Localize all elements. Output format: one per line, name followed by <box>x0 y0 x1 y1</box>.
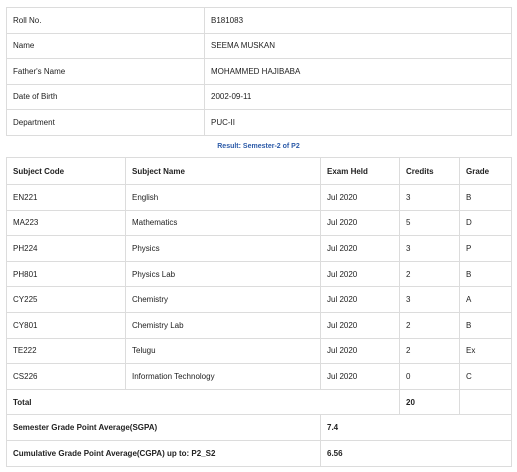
results-table <box>6 157 512 467</box>
credits: 2 <box>400 312 460 338</box>
column-header-subject-code: Subject Code <box>7 158 126 185</box>
subject-name: Chemistry <box>126 287 321 313</box>
info-label: Name <box>7 33 205 59</box>
credits: 2 <box>400 261 460 287</box>
info-row-fathers-name <box>7 59 512 85</box>
info-label: Department <box>7 110 205 136</box>
result-caption: Result: Semester-2 of P2 <box>217 143 300 150</box>
table-row <box>7 261 512 287</box>
subject-name: Mathematics <box>126 210 321 236</box>
exam-held: Jul 2020 <box>321 185 400 211</box>
exam-held: Jul 2020 <box>321 236 400 262</box>
credits: 2 <box>400 338 460 364</box>
column-header-exam-held: Exam Held <box>321 158 400 185</box>
exam-held: Jul 2020 <box>321 364 400 390</box>
subject-code: MA223 <box>7 210 126 236</box>
credits: 3 <box>400 287 460 313</box>
subject-code: EN221 <box>7 185 126 211</box>
exam-held: Jul 2020 <box>321 210 400 236</box>
column-header-subject-name: Subject Name <box>126 158 321 185</box>
grade: B <box>460 261 512 287</box>
table-header-row <box>7 158 512 185</box>
info-label: Date of Birth <box>7 84 205 110</box>
subject-code: CS226 <box>7 364 126 390</box>
grade: Ex <box>460 338 512 364</box>
column-header-credits: Credits <box>400 158 460 185</box>
subject-name: Physics <box>126 236 321 262</box>
info-row-department <box>7 110 512 136</box>
info-value: PUC-II <box>205 110 512 136</box>
info-value: MOHAMMED HAJIBABA <box>205 59 512 85</box>
info-label: Father's Name <box>7 59 205 85</box>
info-value: SEEMA MUSKAN <box>205 33 512 59</box>
subject-code: PH224 <box>7 236 126 262</box>
info-row-roll-no <box>7 8 512 34</box>
subject-name: English <box>126 185 321 211</box>
grade: D <box>460 210 512 236</box>
total-label: Total <box>7 389 400 415</box>
subject-name: Chemistry Lab <box>126 312 321 338</box>
info-value: 2002-09-11 <box>205 84 512 110</box>
table-row <box>7 210 512 236</box>
grade: A <box>460 287 512 313</box>
sgpa-label: Semester Grade Point Average(SGPA) <box>7 415 321 441</box>
subject-name: Telugu <box>126 338 321 364</box>
exam-held: Jul 2020 <box>321 261 400 287</box>
subject-name: Physics Lab <box>126 261 321 287</box>
info-value: B181083 <box>205 8 512 34</box>
table-row <box>7 364 512 390</box>
grade: B <box>460 185 512 211</box>
total-row <box>7 389 512 415</box>
subject-code: CY801 <box>7 312 126 338</box>
grade: P <box>460 236 512 262</box>
cgpa-row <box>7 440 512 466</box>
total-grade-empty <box>460 389 512 415</box>
total-credits: 20 <box>400 389 460 415</box>
subject-code: CY225 <box>7 287 126 313</box>
grade: C <box>460 364 512 390</box>
table-row <box>7 338 512 364</box>
credits: 3 <box>400 236 460 262</box>
info-label: Roll No. <box>7 8 205 34</box>
column-header-grade: Grade <box>460 158 512 185</box>
table-row <box>7 236 512 262</box>
table-row <box>7 185 512 211</box>
student-info-table <box>6 7 512 136</box>
info-row-name <box>7 33 512 59</box>
table-row <box>7 287 512 313</box>
table-row <box>7 312 512 338</box>
credits: 3 <box>400 185 460 211</box>
grade: B <box>460 312 512 338</box>
cgpa-label: Cumulative Grade Point Average(CGPA) up to: P2_S2 <box>7 440 321 466</box>
subject-name: Information Technology <box>126 364 321 390</box>
exam-held: Jul 2020 <box>321 312 400 338</box>
credits: 0 <box>400 364 460 390</box>
info-row-date-of-birth <box>7 84 512 110</box>
subject-code: TE222 <box>7 338 126 364</box>
exam-held: Jul 2020 <box>321 287 400 313</box>
sgpa-row <box>7 415 512 441</box>
cgpa-value: 6.56 <box>321 440 512 466</box>
subject-code: PH801 <box>7 261 126 287</box>
sgpa-value: 7.4 <box>321 415 512 441</box>
exam-held: Jul 2020 <box>321 338 400 364</box>
credits: 5 <box>400 210 460 236</box>
